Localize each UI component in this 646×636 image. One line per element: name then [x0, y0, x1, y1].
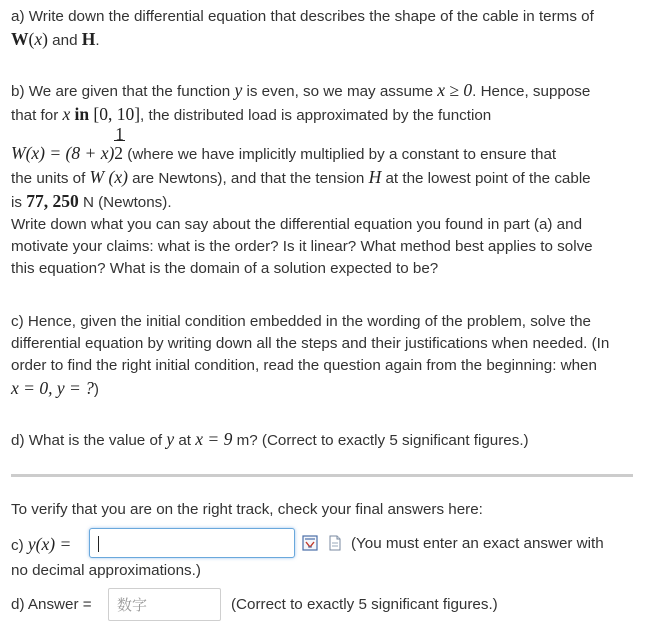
part-a: a) Write down the differential equation that describes the shape of the cable in terms of W(x) and H.: [11, 8, 594, 49]
section-divider: [11, 474, 633, 477]
part-c: c) Hence, given the initial condition embedded in the wording of the problem, solve the differential equation by writing down all the steps and their justifications when needed. (In order to find the right initial condition, read the question again from the beginning: when x = 0, y = ?): [11, 313, 610, 398]
answer-c-note-cont: no decimal approximations.): [11, 562, 201, 579]
exponent-fraction: $\frac{1}{2}$: [114, 124, 125, 163]
answer-d-box: [108, 588, 221, 621]
part-d: d) What is the value of y at x = 9 m? (Correct to exactly 5 significant figures.): [11, 429, 529, 449]
answer-d-input[interactable]: [109, 589, 220, 620]
answer-d-label: d) Answer =: [11, 596, 92, 613]
part-b-intro: b) We are given that the function y is even, so we may assume x ≥ 0. Hence, suppose that for x in [0, 10], the distributed load is approximated by the function: [11, 80, 591, 124]
part-b-questions: Write down what you can say about the differential equation you found in part (a) and motivate your claims: what is the order? Is it linear? What method best applies to solve this equation? What is the domain of a solution expected to be?: [11, 216, 593, 277]
answer-c-note: (You must enter an exact answer with: [351, 535, 604, 552]
part-b-load-function: W(x) = (8 + x) $\frac{1}{2}$ (where we have implicitly multiplied by a constant to ensure that the units of W (x) are Newtons), and that the tension H at the lowest point of the cable is 77, 250 N (Newtons).: [11, 124, 591, 211]
preview-document-icon[interactable]: [327, 535, 343, 551]
verify-intro: To verify that you are on the right track, check your final answers here:: [11, 501, 483, 518]
answer-d-note: (Correct to exactly 5 significant figures.): [231, 596, 498, 613]
equation-editor-icon[interactable]: [302, 535, 318, 551]
text-caret: [98, 536, 99, 552]
answer-c-label: c) y(x) =: [11, 534, 72, 554]
answer-c-input[interactable]: [89, 528, 295, 558]
